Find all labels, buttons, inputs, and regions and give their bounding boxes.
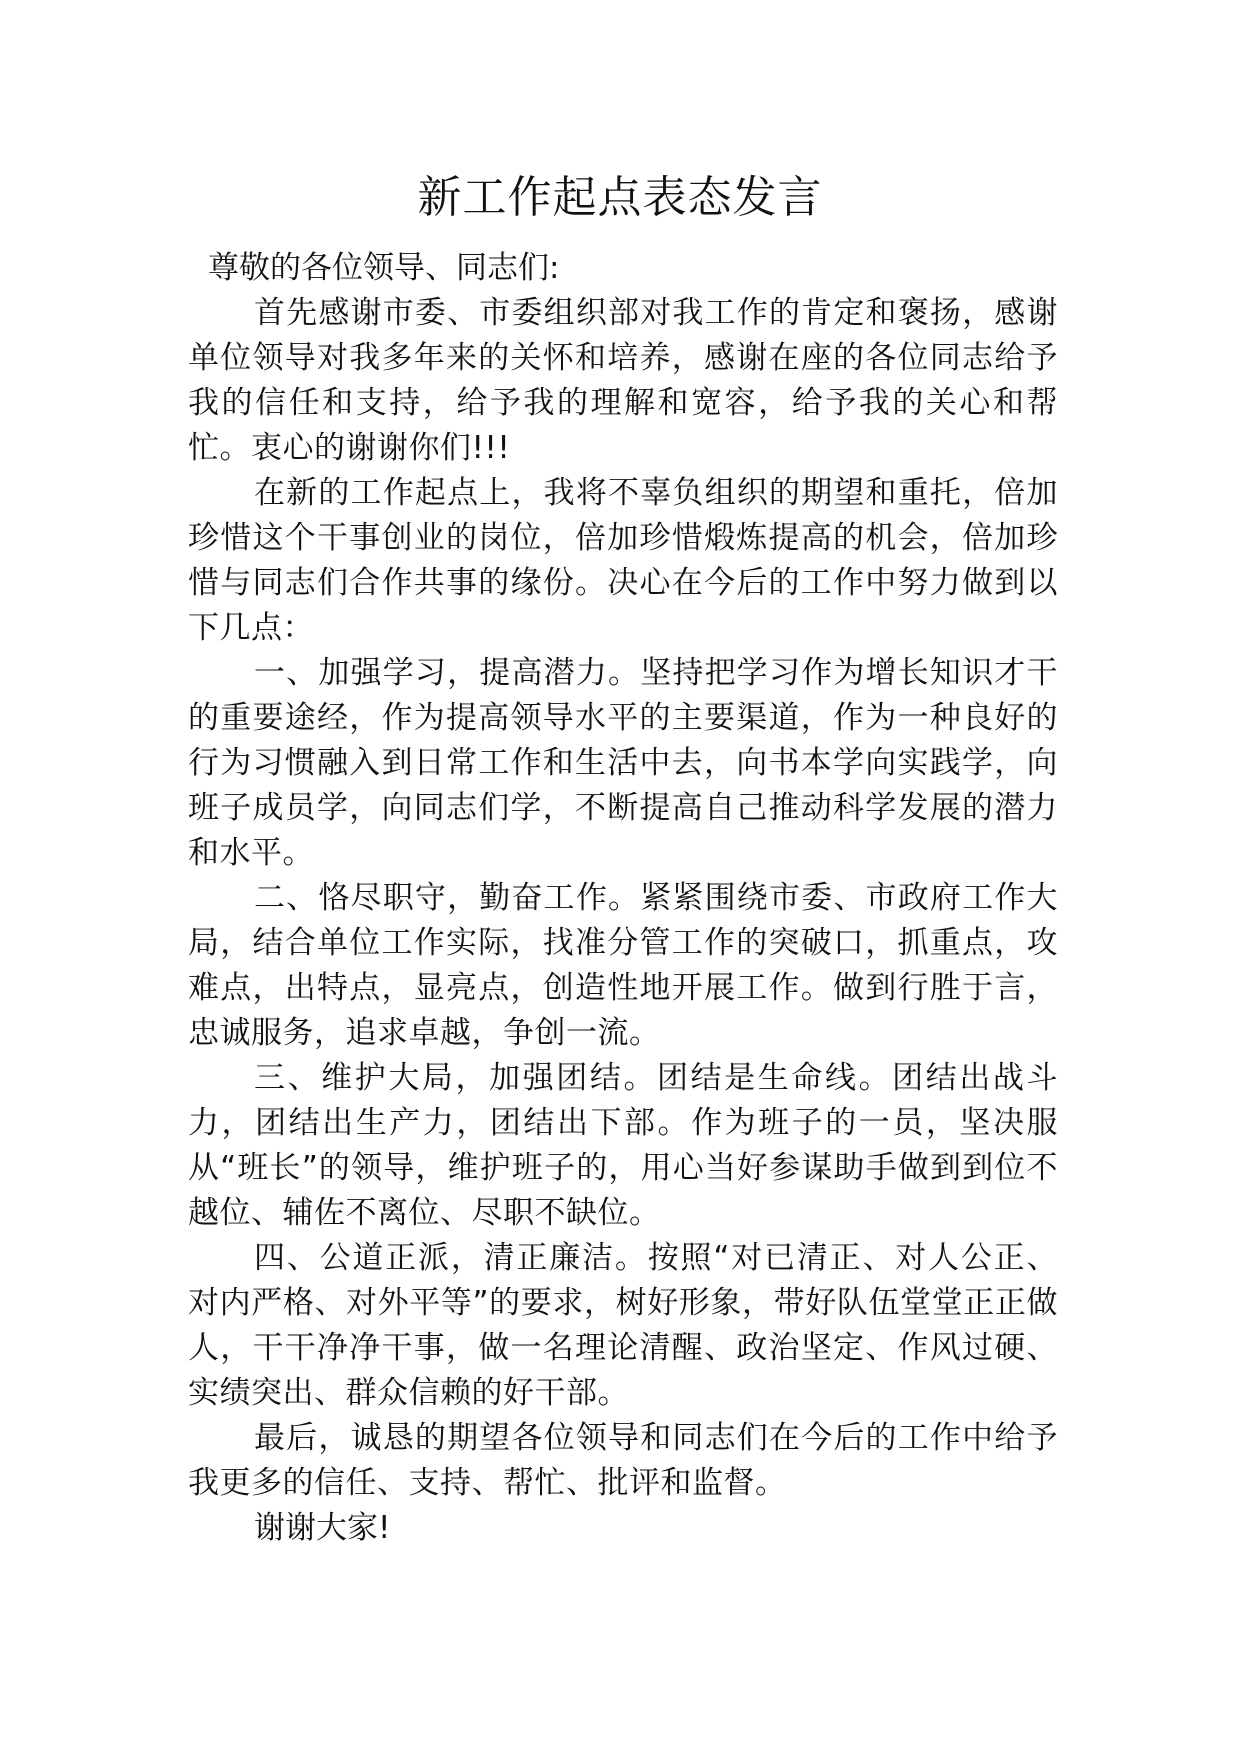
paragraph-point-four: 四、公道正派，清正廉洁。按照“对已清正、对人公正、对内严格、对外平等”的要求，树好形象，带好队伍堂堂正正做人，干干净净干事，做一名理论清醒、政治坚定、作风过硬、实绩突出、群众信赖的好干部。 bbox=[188, 1240, 1058, 1411]
closing-line: 谢谢大家! bbox=[254, 1510, 391, 1546]
paragraph-commitment: 在新的工作起点上，我将不辜负组织的期望和重托，倍加珍惜这个干事创业的岗位，倍加珍惜煅炼提高的机会，倍加珍惜与同志们合作共事的缘份。决心在今后的工作中努力做到以下几点： bbox=[188, 475, 1058, 646]
document-body bbox=[188, 246, 1058, 1551]
paragraph-final: 最后，诚恳的期望各位领导和同志们在今后的工作中给予我更多的信任、支持、帮忙、批评和监督。 bbox=[188, 1420, 1058, 1501]
document-title: 新工作起点表态发言 bbox=[417, 172, 823, 223]
paragraph-point-one: 一、加强学习，提高潜力。坚持把学习作为增长知识才干的重要途经，作为提高领导水平的主要渠道，作为一种良好的行为习惯融入到日常工作和生活中去，向书本学向实践学，向班子成员学，向同志们学，不断提高自己推动科学发展的潜力和水平。 bbox=[188, 655, 1058, 871]
paragraph-thanks: 首先感谢市委、市委组织部对我工作的肯定和褒扬，感谢单位领导对我多年来的关怀和培养，感谢在座的各位同志给予我的信任和支持，给予我的理解和宽容，给予我的关心和帮忙。衷心的谢谢你们!!! bbox=[188, 295, 1058, 466]
salutation: 尊敬的各位领导、同志们: bbox=[208, 250, 560, 286]
paragraph-point-three: 三、维护大局，加强团结。团结是生命线。团结出战斗力，团结出生产力，团结出下部。作为班子的一员，坚决服从“班长”的领导，维护班子的，用心当好参谋助手做到到位不越位、辅佐不离位、尽职不缺位。 bbox=[188, 1060, 1058, 1231]
paragraph-point-two: 二、恪尽职守，勤奋工作。紧紧围绕市委、市政府工作大局，结合单位工作实际，找准分管工作的突破口，抓重点，攻难点，出特点，显亮点，创造性地开展工作。做到行胜于言，忠诚服务，追求卓越，争创一流。 bbox=[188, 880, 1058, 1051]
